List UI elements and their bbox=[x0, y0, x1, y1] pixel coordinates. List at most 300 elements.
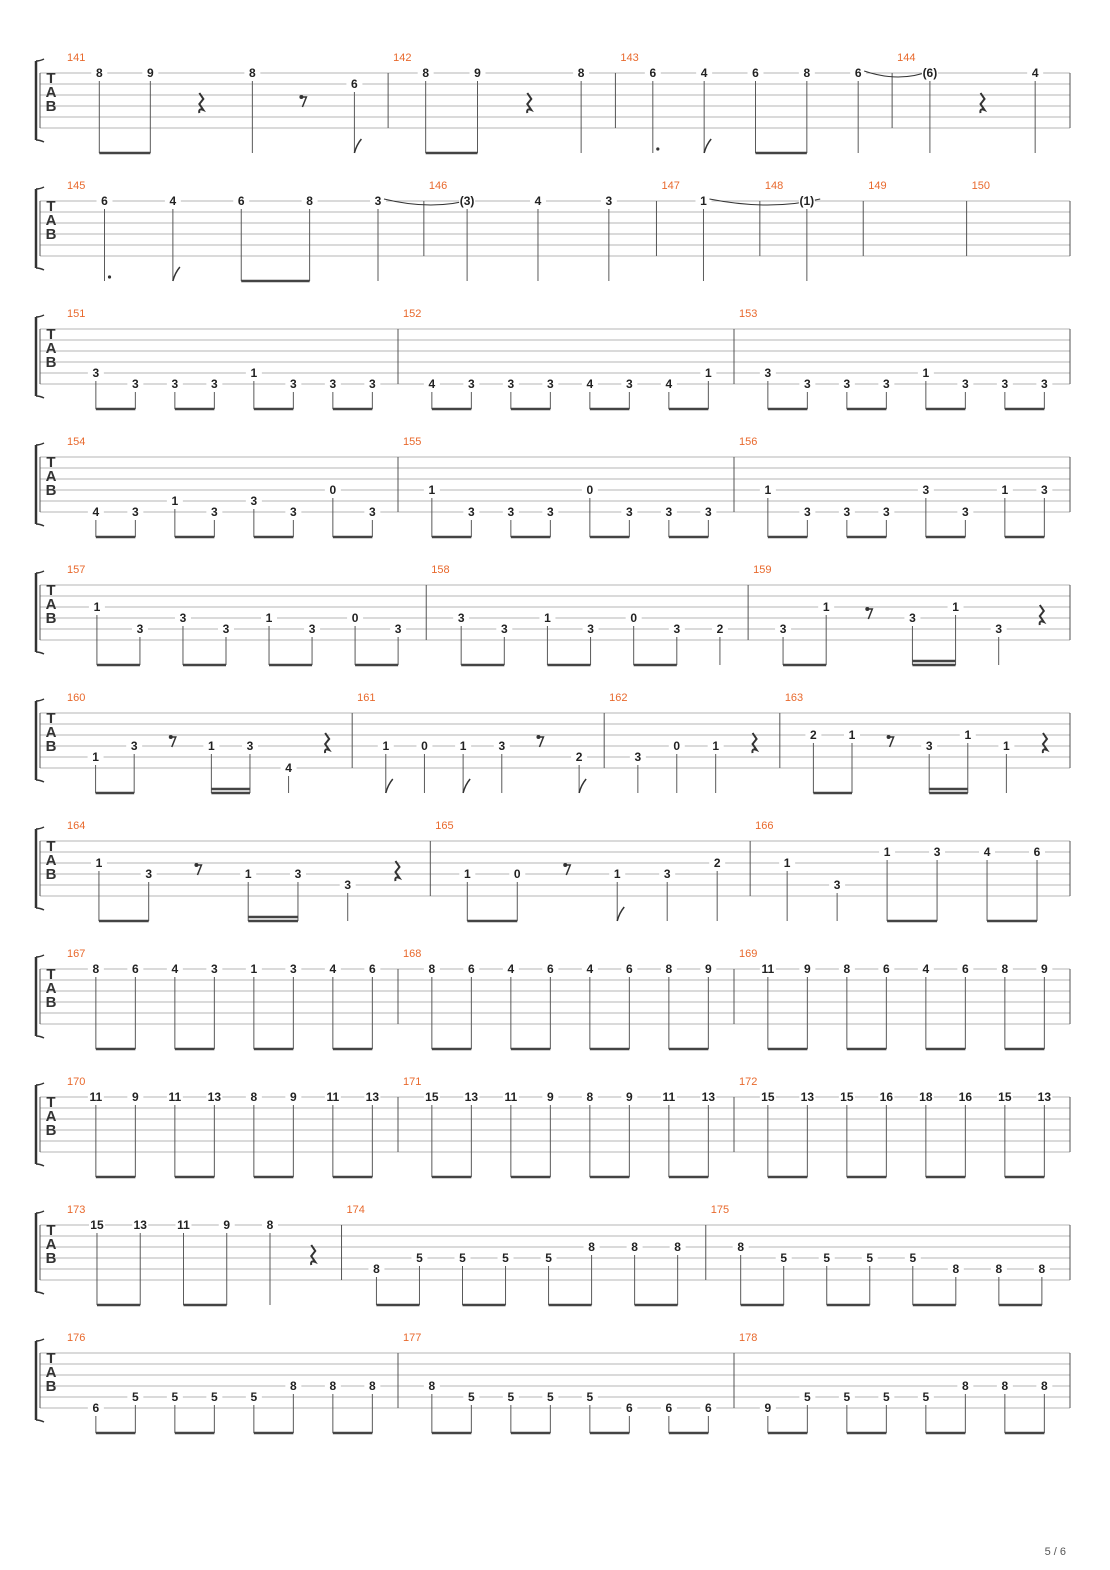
measure bbox=[403, 1076, 734, 1177]
tab-note bbox=[601, 194, 617, 281]
tab-note bbox=[88, 505, 104, 537]
tab-note bbox=[175, 611, 191, 665]
fret-number: 3 bbox=[1041, 377, 1048, 391]
fret-number: 9 bbox=[132, 1090, 139, 1104]
tab-clef-letter: A bbox=[45, 980, 57, 997]
fret-number: 3 bbox=[457, 611, 465, 625]
tab-note bbox=[127, 962, 143, 1049]
tab-note bbox=[661, 962, 677, 1049]
note-flag bbox=[704, 139, 711, 153]
fret-number: 1 bbox=[544, 611, 551, 625]
tab-note bbox=[325, 483, 341, 537]
tab-system bbox=[36, 948, 1070, 1049]
tab-note bbox=[957, 962, 973, 1049]
tab-note bbox=[1036, 1379, 1052, 1433]
fret-number: 9 bbox=[1041, 962, 1048, 976]
tab-note bbox=[957, 1090, 973, 1177]
tab-note bbox=[165, 194, 181, 281]
fret-number: 3 bbox=[547, 377, 554, 391]
tab-note bbox=[453, 611, 469, 665]
fret-number: 13 bbox=[464, 1090, 479, 1104]
measure bbox=[765, 180, 863, 281]
fret-number: 5 bbox=[823, 1251, 831, 1265]
tab-note bbox=[127, 1390, 143, 1433]
tab-note bbox=[416, 739, 432, 793]
tab-clef-letter: A bbox=[45, 1364, 57, 1381]
fret-number: 5 bbox=[459, 1251, 466, 1265]
fret-number: 6 bbox=[854, 66, 862, 80]
fret-number: 5 bbox=[132, 1390, 139, 1404]
fret-number: 1 bbox=[952, 600, 959, 614]
fret-number: 3 bbox=[605, 194, 613, 208]
tab-note bbox=[997, 377, 1013, 409]
tab-note bbox=[921, 739, 937, 793]
tab-clef bbox=[46, 326, 57, 371]
fret-number: 8 bbox=[290, 1379, 297, 1393]
fret-number: 3 bbox=[329, 377, 337, 391]
tab-system bbox=[36, 820, 1070, 921]
tab-note bbox=[132, 622, 148, 665]
tab-note bbox=[669, 622, 685, 665]
measure bbox=[403, 1332, 734, 1433]
tab-system bbox=[36, 308, 1070, 409]
measure bbox=[661, 180, 820, 281]
tab-note bbox=[246, 494, 262, 537]
tab-note bbox=[364, 962, 380, 1049]
tab-note bbox=[244, 66, 260, 153]
fret-number: 5 bbox=[547, 1390, 554, 1404]
tab-note bbox=[509, 867, 525, 921]
rest-glyph bbox=[325, 733, 329, 753]
measure-number: 159 bbox=[753, 564, 772, 576]
fret-number: 3 bbox=[843, 377, 851, 391]
fret-number: 3 bbox=[222, 622, 230, 636]
tab-note bbox=[700, 1401, 716, 1433]
tab-note bbox=[175, 1218, 191, 1305]
fret-number: 3 bbox=[1041, 483, 1048, 497]
fret-number: 3 bbox=[883, 377, 890, 391]
measure bbox=[67, 1204, 342, 1305]
measure-number: 158 bbox=[431, 564, 450, 576]
tab-note bbox=[542, 377, 558, 409]
tab-note bbox=[862, 1251, 878, 1305]
tab-note bbox=[712, 622, 728, 665]
fret-number: 3 bbox=[804, 505, 811, 519]
note-flag bbox=[354, 139, 361, 153]
fret-number: 8 bbox=[962, 1379, 969, 1393]
tab-note bbox=[88, 1090, 104, 1177]
tab-note bbox=[246, 366, 262, 409]
fret-number: 6 bbox=[351, 77, 358, 91]
tab-clef bbox=[46, 582, 57, 627]
fret-number: 8 bbox=[428, 962, 436, 976]
fret-number: 9 bbox=[626, 1090, 633, 1104]
tab-clef bbox=[46, 70, 57, 115]
tab-note bbox=[696, 66, 712, 153]
tab-clef-letter: B bbox=[45, 98, 57, 115]
fret-number: 3 bbox=[290, 962, 297, 976]
tab-note bbox=[206, 1090, 222, 1177]
tab-note bbox=[957, 1379, 973, 1433]
measure bbox=[67, 948, 398, 1049]
measure-number: 153 bbox=[739, 308, 758, 320]
tab-note bbox=[91, 66, 107, 153]
tab-clef-letter: T bbox=[46, 966, 56, 983]
fret-number: 3 bbox=[909, 611, 916, 625]
tab-note bbox=[463, 1390, 479, 1433]
measure bbox=[67, 52, 388, 153]
measure bbox=[755, 820, 1045, 921]
tab-clef-letter: B bbox=[45, 1378, 57, 1395]
tab-note bbox=[346, 77, 362, 153]
tab-note bbox=[347, 611, 363, 665]
eighth-rest bbox=[169, 735, 176, 747]
tab-note bbox=[127, 1090, 143, 1177]
fret-number: 3 bbox=[308, 622, 316, 636]
fret-number: 6 bbox=[752, 66, 759, 80]
fret-number: 15 bbox=[425, 1090, 439, 1104]
fret-number: 3 bbox=[132, 377, 139, 391]
fret-number: 1 bbox=[93, 600, 101, 614]
measure bbox=[711, 1204, 1050, 1305]
fret-number: 9 bbox=[223, 1218, 231, 1232]
tab-clef-letter: B bbox=[45, 610, 57, 627]
fret-number: 15 bbox=[998, 1090, 1012, 1104]
tab-note bbox=[285, 505, 301, 537]
tab-note bbox=[700, 366, 716, 409]
fret-number: 3 bbox=[211, 377, 218, 391]
tab-note bbox=[127, 505, 143, 537]
tab-note bbox=[878, 1390, 894, 1433]
tab-note bbox=[879, 845, 895, 921]
fret-number: 3 bbox=[673, 622, 681, 636]
tab-note bbox=[368, 1262, 384, 1305]
fret-number: 8 bbox=[249, 66, 256, 80]
fret-number: 1 bbox=[783, 856, 791, 870]
tab-note bbox=[325, 377, 341, 409]
measure bbox=[739, 436, 1052, 537]
measure-number: 175 bbox=[710, 1204, 730, 1216]
fret-number: 3 bbox=[374, 194, 382, 208]
measure bbox=[609, 692, 780, 793]
tab-note bbox=[455, 739, 471, 793]
measure-number: 174 bbox=[346, 1204, 365, 1216]
fret-number: 18 bbox=[919, 1090, 933, 1104]
measure-number: 177 bbox=[403, 1332, 422, 1344]
fret-number: 13 bbox=[1037, 1090, 1052, 1104]
tab-note bbox=[878, 377, 894, 409]
fret-number: 5 bbox=[545, 1251, 552, 1265]
tab-note bbox=[496, 622, 512, 665]
fret-number: 1 bbox=[1001, 483, 1009, 497]
fret-number: 5 bbox=[866, 1251, 874, 1265]
tab-note bbox=[246, 1090, 262, 1177]
measure bbox=[435, 820, 750, 921]
fret-number: 5 bbox=[804, 1390, 811, 1404]
fret-number: 0 bbox=[630, 611, 638, 625]
fret-number: 3 bbox=[344, 878, 352, 892]
tab-note bbox=[829, 878, 845, 921]
fret-number: 3 bbox=[290, 505, 297, 519]
fret-number: 15 bbox=[761, 1090, 775, 1104]
fret-number: 3 bbox=[995, 622, 1003, 636]
quarter-rest bbox=[325, 733, 329, 753]
measure-number: 162 bbox=[609, 692, 628, 704]
tab-system bbox=[36, 436, 1070, 537]
note-flag bbox=[386, 779, 393, 793]
fret-number: 3 bbox=[665, 505, 673, 519]
fret-number: 11 bbox=[177, 1218, 190, 1232]
tab-note bbox=[424, 962, 440, 1049]
tab-note bbox=[948, 1262, 964, 1305]
tab-clef-letter: B bbox=[45, 738, 57, 755]
measure-number: 154 bbox=[67, 436, 86, 448]
tab-clef-letter: A bbox=[45, 1108, 57, 1125]
tab-note bbox=[850, 66, 930, 153]
measure-number: 161 bbox=[357, 692, 376, 704]
tab-clef-letter: A bbox=[45, 1236, 57, 1253]
tab-note bbox=[659, 867, 675, 921]
measure-number: 156 bbox=[739, 436, 758, 448]
note-flag bbox=[579, 779, 586, 793]
tab-note bbox=[281, 761, 297, 793]
fret-number: 1 bbox=[265, 611, 273, 625]
tab-system bbox=[36, 692, 1070, 793]
fret-number: 6 bbox=[649, 66, 657, 80]
tab-note bbox=[1027, 66, 1043, 153]
measure bbox=[972, 180, 990, 192]
fret-number: 3 bbox=[468, 377, 475, 391]
rest-glyph bbox=[1043, 733, 1047, 753]
fret-number: 4 bbox=[169, 194, 177, 208]
fret-number: 6 bbox=[132, 962, 139, 976]
tab-note bbox=[918, 1390, 934, 1433]
rest-glyph bbox=[311, 1245, 315, 1265]
tab-clef-letter: A bbox=[45, 340, 57, 357]
note-flag bbox=[463, 779, 470, 793]
tab-note bbox=[285, 1090, 301, 1177]
fret-number: 3 bbox=[883, 505, 890, 519]
measure bbox=[739, 308, 1052, 409]
fret-number: 4 bbox=[586, 962, 594, 976]
tab-note bbox=[503, 1090, 519, 1177]
rest-glyph bbox=[752, 733, 756, 753]
fret-number: 0 bbox=[673, 739, 681, 753]
tab-note bbox=[285, 962, 301, 1049]
fret-number: 9 bbox=[705, 962, 712, 976]
tie-arc bbox=[864, 71, 930, 77]
tab-clef-letter: B bbox=[45, 866, 57, 883]
fret-number: 1 bbox=[463, 867, 471, 881]
tab-note bbox=[1036, 483, 1052, 537]
fret-number: 1 bbox=[883, 845, 891, 859]
tab-clef-letter: T bbox=[46, 710, 56, 727]
tab-note bbox=[1036, 962, 1052, 1049]
fret-number: 1 bbox=[208, 739, 215, 753]
fret-number: 3 bbox=[507, 505, 515, 519]
fret-number: 8 bbox=[803, 66, 811, 80]
tab-note bbox=[503, 377, 519, 409]
fret-number: 5 bbox=[883, 1390, 890, 1404]
fret-number: 0 bbox=[513, 867, 521, 881]
rest-glyph bbox=[980, 93, 984, 113]
rest-glyph bbox=[1040, 605, 1044, 625]
fret-number: 3 bbox=[663, 867, 671, 881]
fret-number: 5 bbox=[780, 1251, 788, 1265]
tab-note bbox=[325, 1379, 341, 1433]
tab-note bbox=[542, 962, 558, 1049]
rest-glyph bbox=[527, 93, 531, 113]
tab-clef bbox=[46, 454, 57, 499]
tab-note bbox=[708, 739, 724, 793]
fret-number: 8 bbox=[266, 1218, 274, 1232]
fret-number: 3 bbox=[933, 845, 941, 859]
fret-number: 1 bbox=[705, 366, 712, 380]
fret-number: 1 bbox=[700, 194, 707, 208]
measure bbox=[67, 564, 426, 665]
fret-number: 5 bbox=[922, 1390, 930, 1404]
tab-note bbox=[88, 962, 104, 1049]
tab-clef bbox=[46, 966, 57, 1011]
tab-note bbox=[630, 750, 646, 793]
tab-note bbox=[839, 1090, 855, 1177]
tab-note bbox=[141, 867, 157, 921]
tab-note bbox=[799, 962, 815, 1049]
fret-number: 4 bbox=[983, 845, 991, 859]
fret-number: 4 bbox=[1031, 66, 1039, 80]
fret-number: 3 bbox=[500, 622, 508, 636]
tab-note bbox=[542, 505, 558, 537]
tab-note bbox=[97, 194, 113, 281]
tab-note bbox=[469, 66, 485, 153]
tab-clef-letter: T bbox=[46, 454, 56, 471]
tab-clef-letter: A bbox=[45, 212, 57, 229]
fret-number: 8 bbox=[995, 1262, 1003, 1276]
fret-number: 3 bbox=[922, 483, 930, 497]
fret-number: 1 bbox=[712, 739, 720, 753]
fret-number: 3 bbox=[136, 622, 144, 636]
fret-number: 13 bbox=[365, 1090, 380, 1104]
fret-number: (1) bbox=[799, 194, 815, 208]
fret-number: 13 bbox=[701, 1090, 716, 1104]
tab-note bbox=[839, 962, 855, 1049]
tab-note bbox=[583, 622, 599, 665]
fret-number: 8 bbox=[329, 1379, 337, 1393]
tab-note bbox=[219, 1218, 235, 1305]
tab-note bbox=[261, 611, 277, 665]
fret-number: 1 bbox=[922, 366, 930, 380]
fret-number: 1 bbox=[459, 739, 467, 753]
fret-number: 9 bbox=[804, 962, 811, 976]
tab-system bbox=[36, 564, 1070, 665]
tab-note bbox=[573, 66, 589, 153]
tab-note bbox=[922, 66, 938, 153]
fret-number: 15 bbox=[90, 1218, 104, 1232]
fret-number: 6 bbox=[883, 962, 890, 976]
fret-number: 9 bbox=[146, 66, 154, 80]
tab-note bbox=[424, 1379, 440, 1433]
fret-number: 6 bbox=[962, 962, 969, 976]
fret-number: 3 bbox=[843, 505, 851, 519]
eighth-rest bbox=[887, 735, 894, 747]
measure-number: 151 bbox=[67, 308, 86, 320]
fret-number: 15 bbox=[840, 1090, 854, 1104]
measure bbox=[67, 820, 430, 921]
fret-number: 3 bbox=[804, 377, 811, 391]
fret-number: 4 bbox=[428, 377, 436, 391]
tab-system bbox=[36, 1204, 1070, 1305]
fret-number: 3 bbox=[626, 377, 633, 391]
tab-system bbox=[36, 1076, 1070, 1177]
measure bbox=[67, 308, 398, 409]
measure-number: 176 bbox=[67, 1332, 86, 1344]
tab-note bbox=[621, 377, 637, 409]
fret-number: 6 bbox=[1033, 845, 1041, 859]
fret-number: 3 bbox=[171, 377, 179, 391]
fret-number: 1 bbox=[382, 739, 390, 753]
fret-number: 8 bbox=[674, 1240, 681, 1254]
measure bbox=[347, 1204, 706, 1305]
fret-number: 3 bbox=[705, 505, 712, 519]
tab-note bbox=[918, 962, 934, 1049]
tab-note bbox=[700, 962, 716, 1049]
tab-clef bbox=[46, 710, 57, 755]
tab-note bbox=[498, 1251, 514, 1305]
tab-note bbox=[206, 377, 222, 409]
tab-note bbox=[626, 611, 642, 665]
tab-note bbox=[760, 962, 776, 1049]
fret-number: 8 bbox=[1001, 1379, 1009, 1393]
tab-note bbox=[669, 739, 685, 793]
note-flag bbox=[173, 267, 180, 281]
fret-number: 1 bbox=[764, 483, 772, 497]
fret-number: 16 bbox=[958, 1090, 973, 1104]
tab-note bbox=[424, 377, 440, 409]
tab-note bbox=[541, 1251, 557, 1305]
tab-note bbox=[799, 505, 815, 537]
measure-number: 152 bbox=[403, 308, 422, 320]
fret-number: 6 bbox=[626, 1401, 633, 1415]
tab-note bbox=[582, 1390, 598, 1433]
tab-clef bbox=[46, 1222, 57, 1267]
tab-note bbox=[233, 194, 249, 281]
tab-note bbox=[206, 962, 222, 1049]
fret-number: 1 bbox=[964, 728, 972, 742]
tab-clef-letter: A bbox=[45, 84, 57, 101]
fret-number: 5 bbox=[250, 1390, 258, 1404]
tab-clef-letter: A bbox=[45, 468, 57, 485]
fret-number: 0 bbox=[586, 483, 594, 497]
fret-number: (6) bbox=[922, 66, 938, 80]
tab-note bbox=[325, 962, 341, 1049]
tab-note bbox=[844, 728, 860, 793]
tab-note bbox=[463, 962, 479, 1049]
duration-dot bbox=[108, 275, 111, 278]
tab-note bbox=[775, 622, 791, 665]
tab-note bbox=[571, 750, 587, 793]
eighth-rest bbox=[563, 863, 570, 875]
fret-number: 3 bbox=[587, 622, 594, 636]
fret-number: 3 bbox=[468, 505, 475, 519]
tab-note bbox=[799, 194, 815, 281]
tab-note bbox=[918, 366, 934, 409]
fret-number: 3 bbox=[145, 867, 153, 881]
measure-number: 173 bbox=[67, 1204, 86, 1216]
fret-number: 4 bbox=[534, 194, 542, 208]
duration-dot bbox=[656, 147, 659, 150]
tab-clef-letter: A bbox=[45, 852, 57, 869]
tab-clef-letter: T bbox=[46, 838, 56, 855]
